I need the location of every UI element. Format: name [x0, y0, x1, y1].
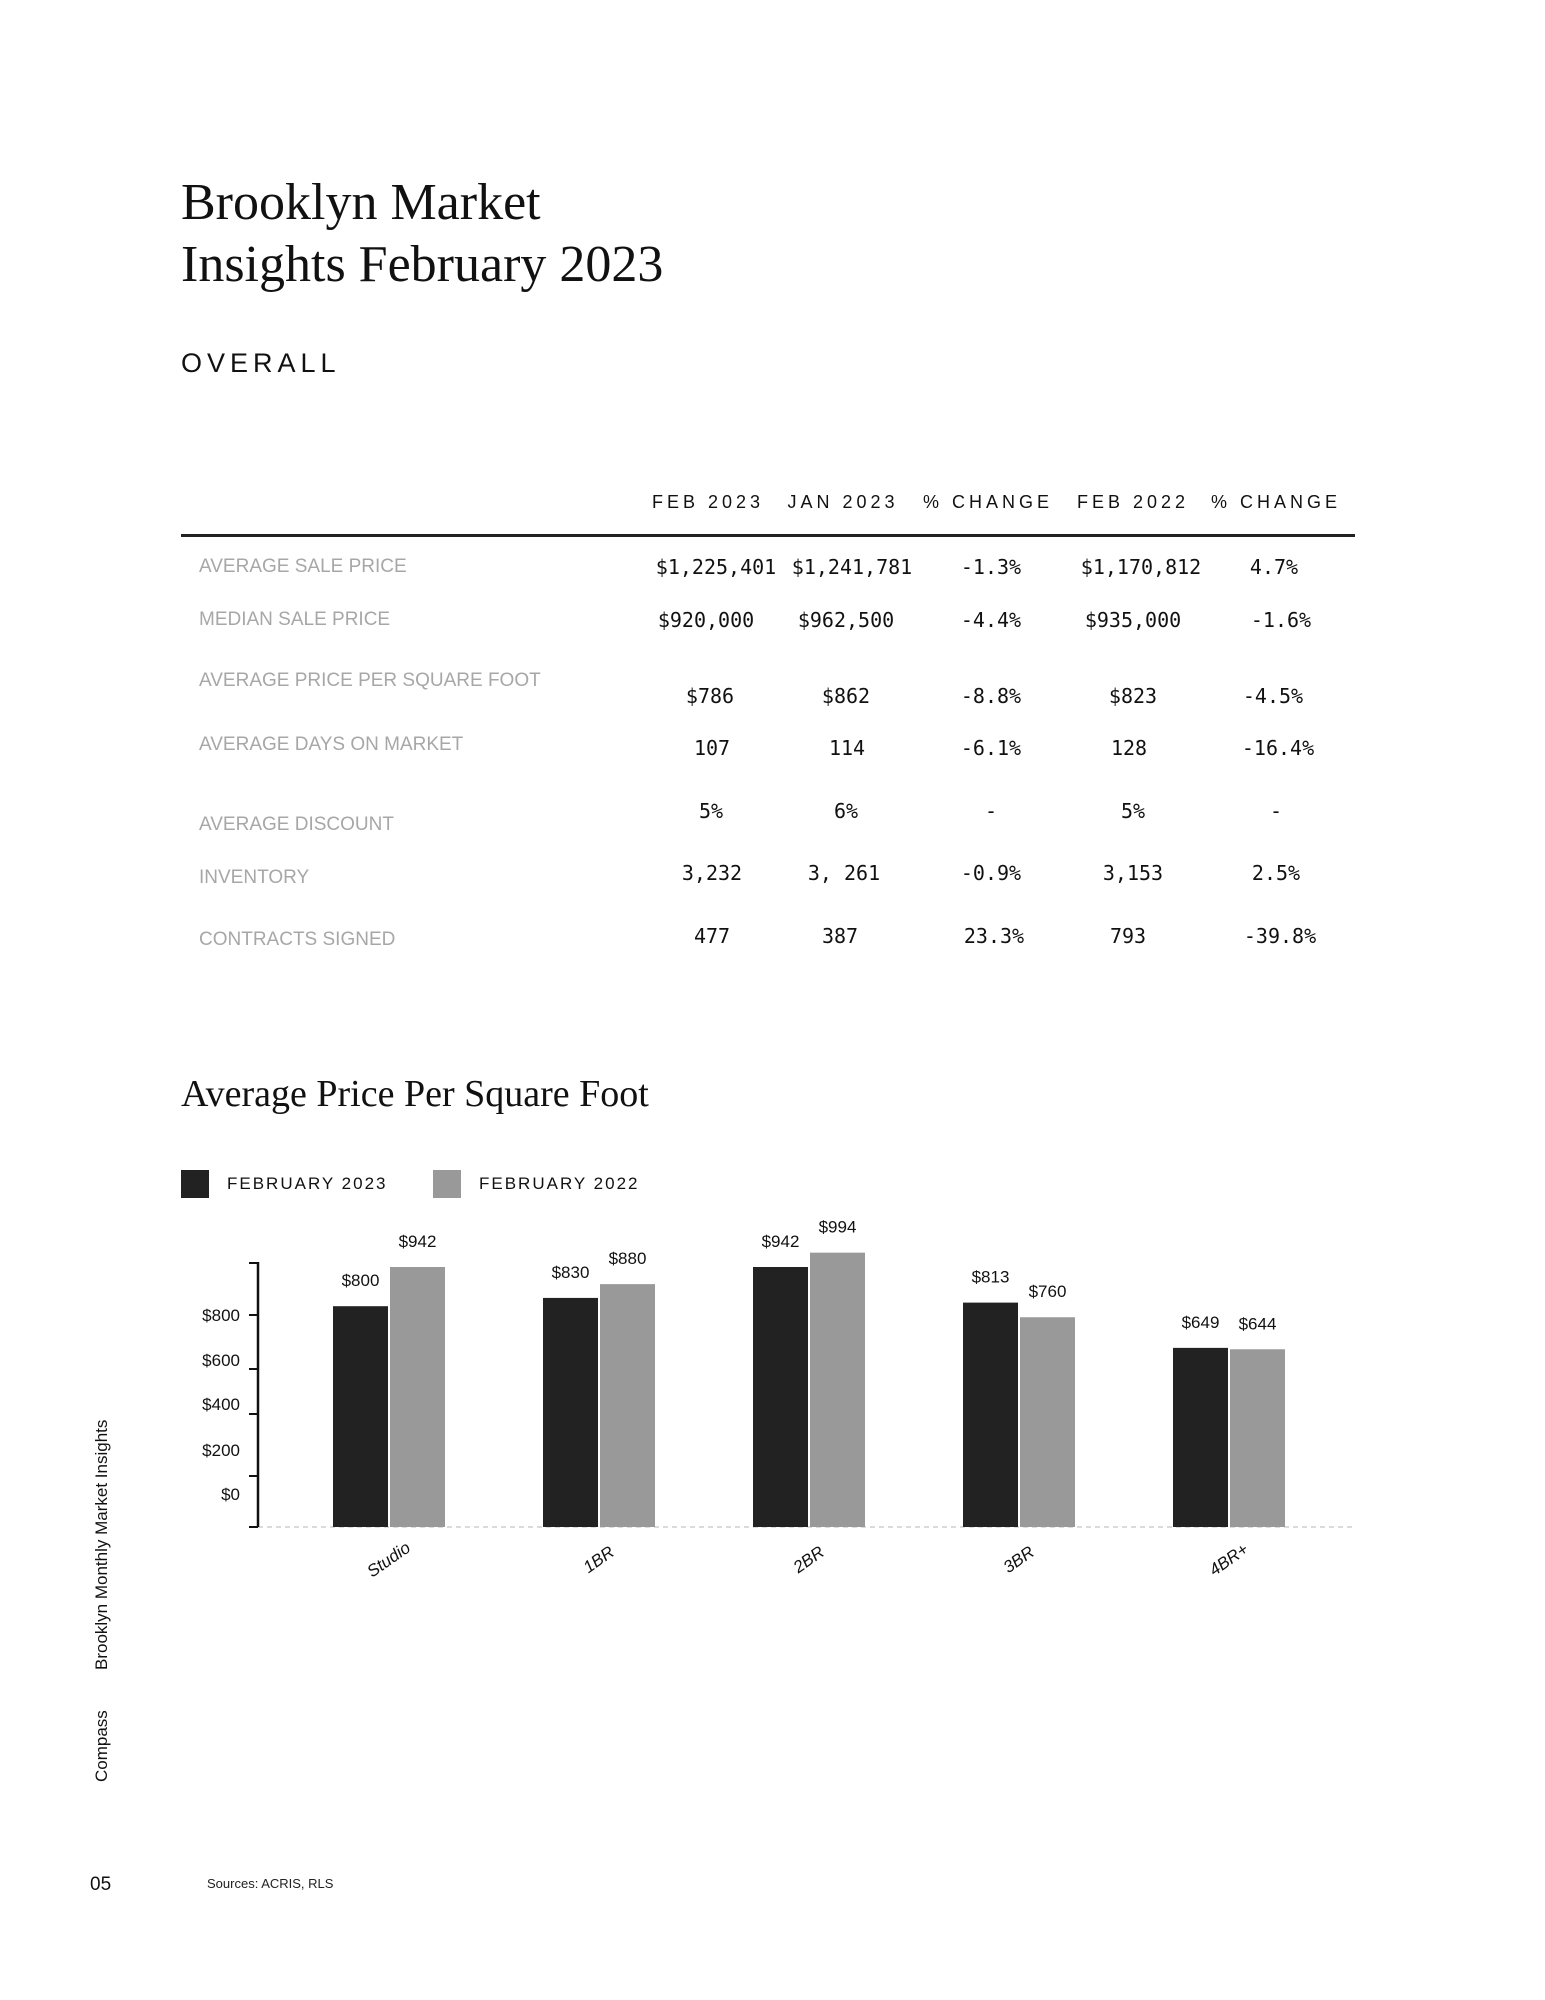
- table-cell: 114: [828, 736, 866, 760]
- table-cell: $1,241,781: [791, 555, 913, 579]
- table-cell: $962,500: [797, 608, 895, 632]
- row-label: AVERAGE DAYS ON MARKET: [199, 734, 464, 755]
- table-cell: 477: [693, 924, 731, 948]
- table-cell: $1,225,401: [655, 555, 777, 579]
- bar-feb-2022: [810, 1253, 865, 1527]
- table-cell: -4.5%: [1242, 684, 1304, 708]
- x-tick-label: 1BR: [579, 1542, 618, 1577]
- x-tick-label: 2BR: [789, 1542, 828, 1577]
- y-tick-label: $200: [202, 1441, 240, 1460]
- bar-value-label: $649: [1181, 1312, 1220, 1332]
- column-header: FEB 2022: [1076, 492, 1190, 512]
- page-title-line-1: Brooklyn Market: [181, 174, 541, 231]
- bar-feb-2022: [1230, 1349, 1285, 1527]
- x-tick-label: 4BR+: [1205, 1539, 1252, 1580]
- legend-label: FEBRUARY 2022: [479, 1174, 640, 1193]
- page-title-line-2: Insights February 2023: [181, 236, 664, 293]
- column-header: JAN 2023: [787, 492, 899, 512]
- x-tick-label: Studio: [363, 1537, 414, 1582]
- section-label: OVERALL: [181, 348, 341, 378]
- table-cell: -0.9%: [960, 861, 1022, 885]
- chart-title: Average Price Per Square Foot: [181, 1073, 649, 1115]
- bar-feb-2023: [753, 1267, 808, 1527]
- table-cell: $823: [1108, 684, 1158, 708]
- table-cell: -8.8%: [960, 684, 1022, 708]
- table-cell: 4.7%: [1249, 555, 1299, 579]
- table-cell: 23.3%: [963, 924, 1025, 948]
- table-cell: 387: [821, 924, 859, 948]
- sources-note: Sources: ACRIS, RLS: [207, 1876, 334, 1891]
- table-cell: 3, 261: [807, 861, 881, 885]
- bar-value-label: $644: [1238, 1314, 1277, 1334]
- bar-value-label: $813: [971, 1267, 1010, 1287]
- table-cell: -39.8%: [1243, 924, 1317, 948]
- bar-feb-2022: [1020, 1317, 1075, 1527]
- bar-feb-2023: [1173, 1348, 1228, 1527]
- table-cell: 5%: [698, 799, 724, 823]
- bar-value-label: $800: [341, 1271, 380, 1291]
- page-number: 05: [90, 1874, 112, 1895]
- bar-feb-2023: [543, 1298, 598, 1527]
- row-label: MEDIAN SALE PRICE: [199, 609, 391, 630]
- table-cell: $920,000: [657, 608, 755, 632]
- bar-feb-2023: [963, 1303, 1018, 1527]
- table-cell: 3,153: [1102, 861, 1164, 885]
- publication-name: Brooklyn Monthly Market Insights: [92, 1419, 111, 1670]
- column-header: % CHANGE: [922, 492, 1054, 512]
- table-cell: -: [984, 799, 998, 823]
- table-cell: $935,000: [1084, 608, 1182, 632]
- table-cell: -6.1%: [960, 736, 1022, 760]
- table-cell: -4.4%: [960, 608, 1022, 632]
- bar-value-label: $760: [1028, 1282, 1067, 1302]
- y-tick-label: $0: [221, 1485, 240, 1504]
- bar-value-label: $994: [818, 1217, 857, 1237]
- bar-value-label: $942: [398, 1232, 437, 1252]
- table-cell: 107: [693, 736, 731, 760]
- table-cell: -1.3%: [960, 555, 1022, 579]
- table-cell: $862: [821, 684, 871, 708]
- row-label: INVENTORY: [199, 867, 310, 888]
- table-cell: -: [1269, 799, 1283, 823]
- bar-feb-2022: [600, 1284, 655, 1527]
- table-cell: $1,170,812: [1080, 555, 1202, 579]
- x-tick-label: 3BR: [999, 1542, 1038, 1577]
- table-cell: $786: [685, 684, 735, 708]
- y-tick-label: $800: [202, 1306, 240, 1325]
- table-cell: 793: [1109, 924, 1147, 948]
- bar-feb-2022: [390, 1267, 445, 1527]
- bar-value-label: $830: [551, 1262, 590, 1282]
- row-label: CONTRACTS SIGNED: [199, 929, 396, 950]
- bar-value-label: $880: [608, 1249, 647, 1269]
- table-cell: -1.6%: [1250, 608, 1312, 632]
- column-header: FEB 2023: [651, 492, 765, 512]
- table-cell: 128: [1110, 736, 1148, 760]
- legend-label: FEBRUARY 2023: [227, 1174, 388, 1193]
- table-cell: 2.5%: [1251, 861, 1301, 885]
- table-cell: 6%: [833, 799, 859, 823]
- y-tick-label: $600: [202, 1351, 240, 1370]
- brand-name: Compass: [92, 1710, 111, 1782]
- table-cell: 3,232: [681, 861, 743, 885]
- column-header: % CHANGE: [1210, 492, 1342, 512]
- row-label: AVERAGE DISCOUNT: [199, 814, 394, 835]
- row-label: AVERAGE SALE PRICE: [199, 556, 407, 577]
- table-cell: 5%: [1120, 799, 1146, 823]
- row-label: AVERAGE PRICE PER SQUARE FOOT: [199, 670, 541, 691]
- bar-value-label: $942: [761, 1232, 800, 1252]
- y-tick-label: $400: [202, 1395, 240, 1414]
- bar-feb-2023: [333, 1306, 388, 1527]
- table-cell: -16.4%: [1241, 736, 1315, 760]
